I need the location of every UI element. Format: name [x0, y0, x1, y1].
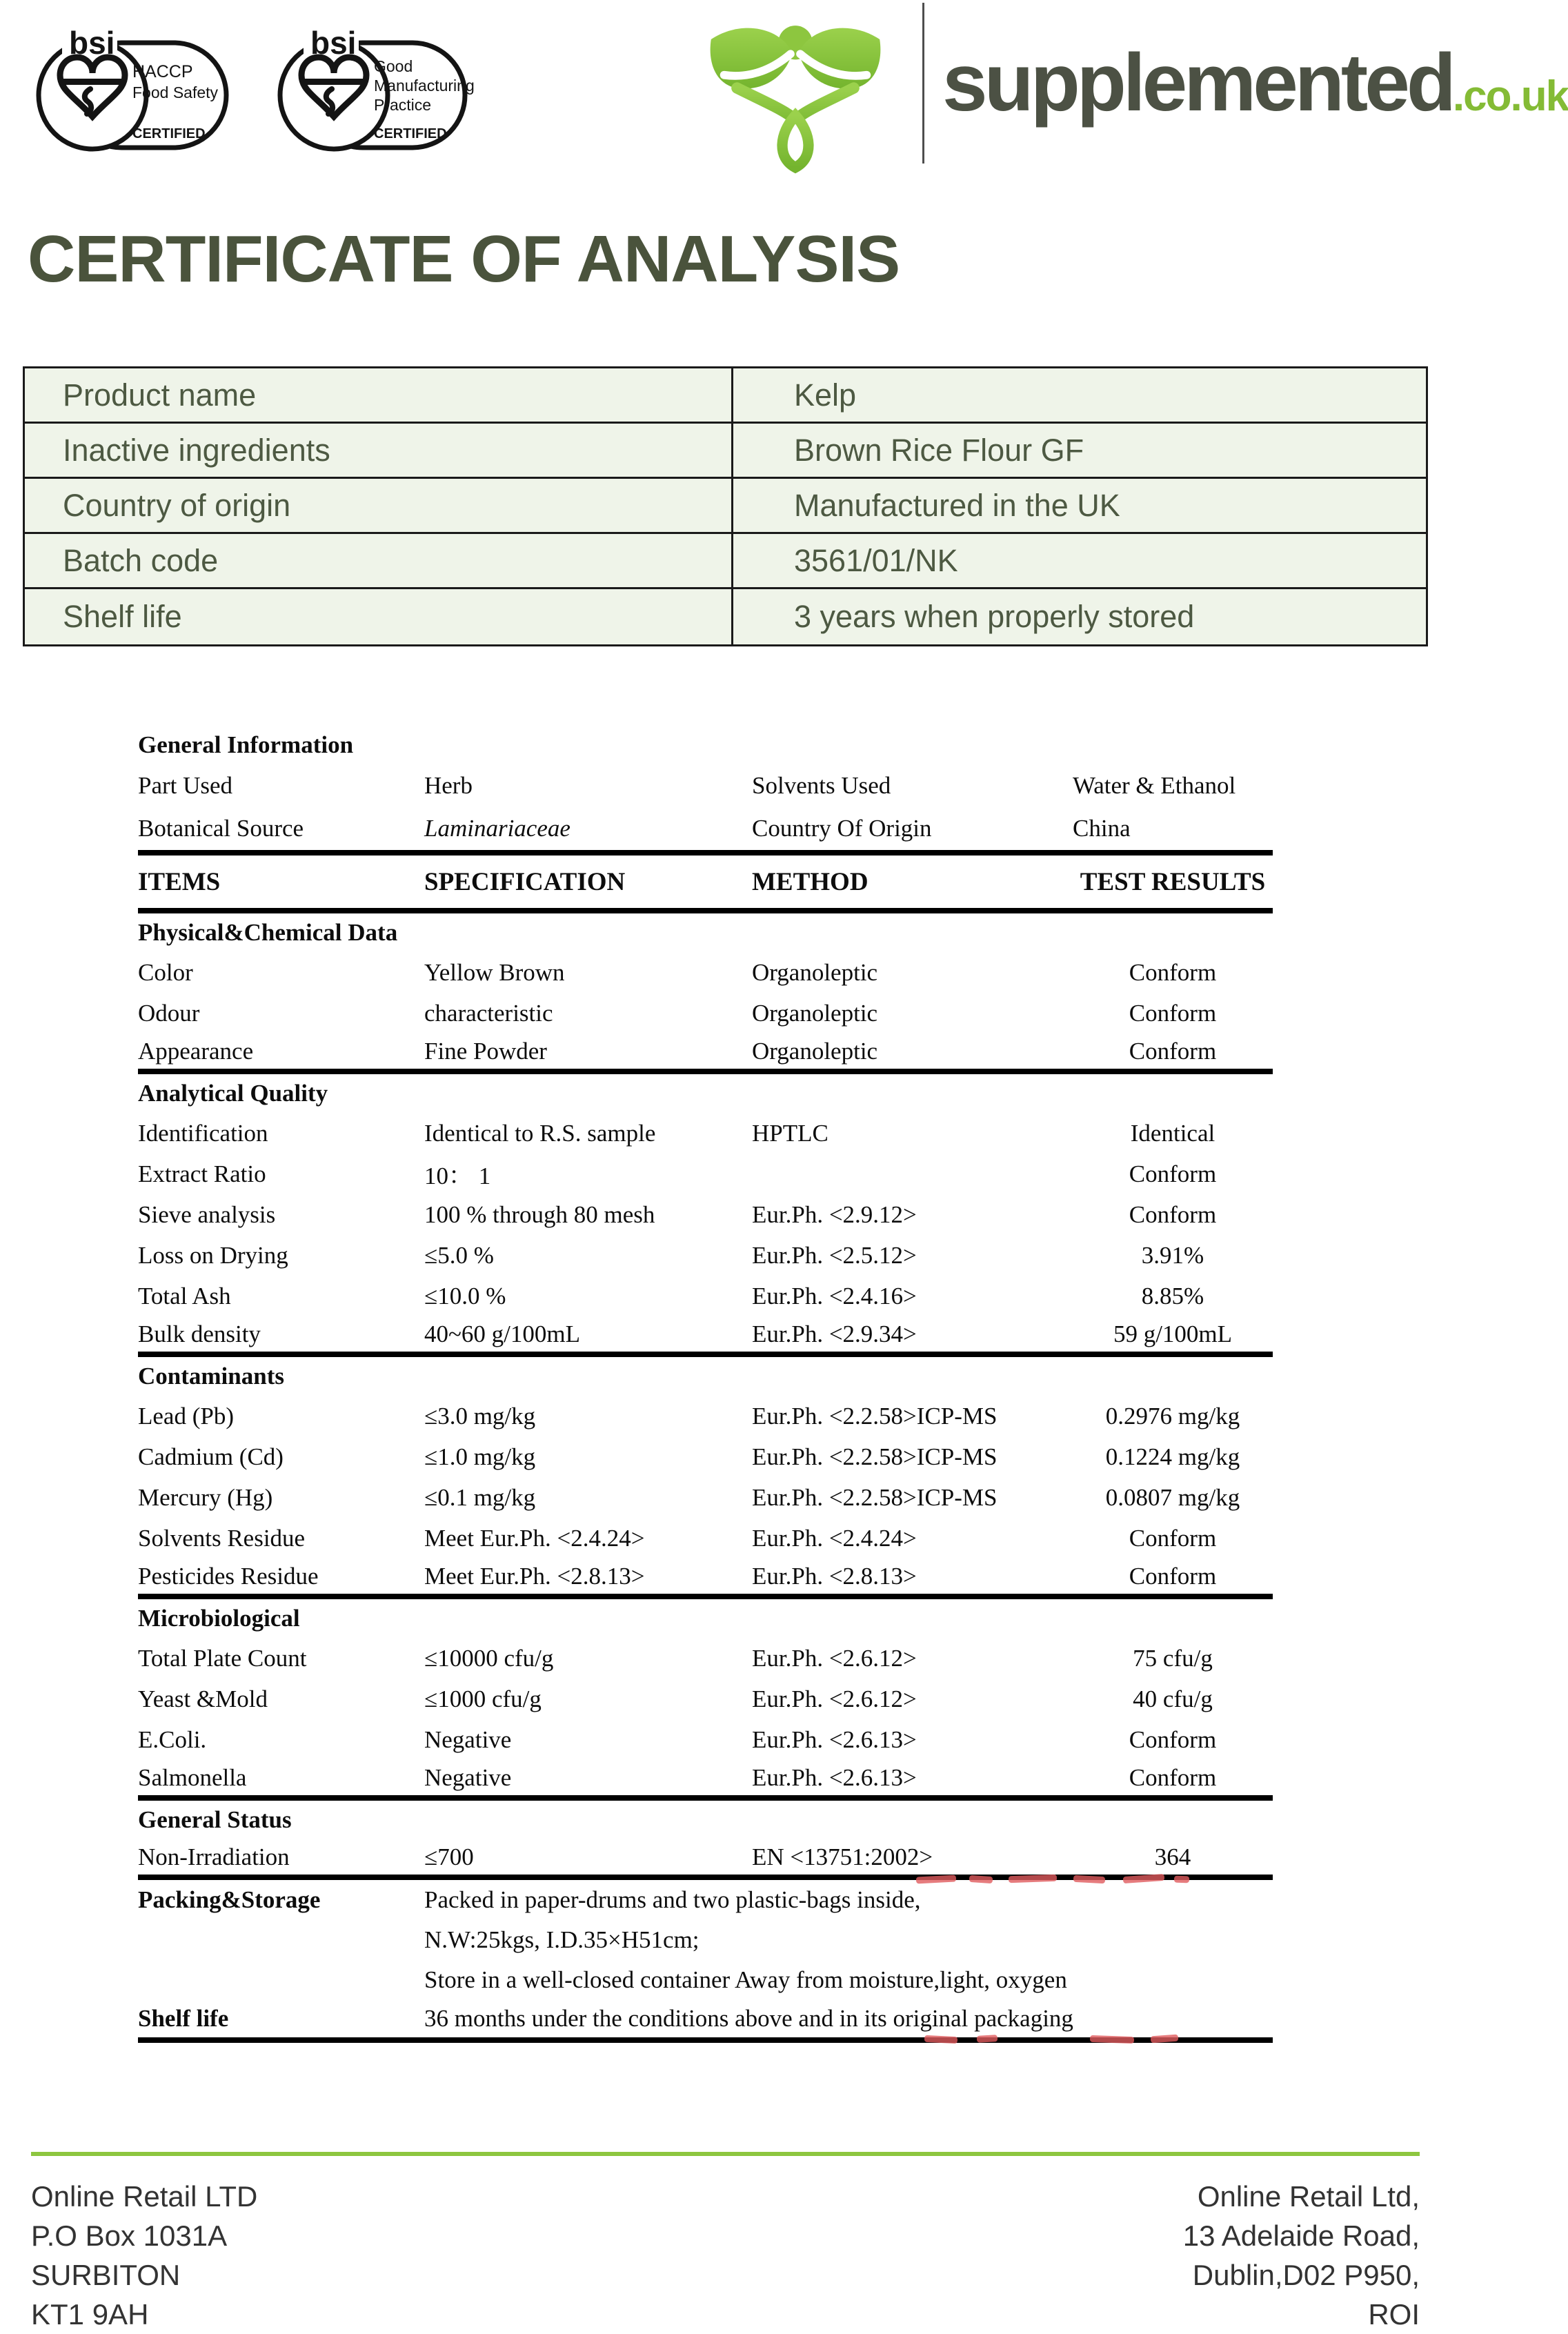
product-row-label: Product name [63, 377, 257, 413]
section-heading: Contaminants [138, 1363, 284, 1389]
cell: Conform [1129, 1200, 1217, 1228]
cell: ≤1000 cfu/g [424, 1685, 542, 1712]
cell: Total Plate Count [138, 1644, 307, 1672]
badge-certified-text: CERTIFIED [374, 126, 447, 141]
product-info-table [23, 366, 1428, 646]
cell: 364 [1154, 1843, 1191, 1870]
product-row-label: Batch code [63, 542, 219, 578]
footer-line-text: KT1 9AH [31, 2298, 149, 2331]
badge-line2: Manufacturing [374, 77, 475, 95]
spec-row [138, 1638, 1273, 1679]
stamp-mark [1174, 1876, 1189, 1883]
leaf-icon [698, 17, 893, 181]
section-heading: Microbiological [138, 1605, 300, 1632]
badge-line3: Practice [374, 96, 432, 114]
cell: Fine Powder [424, 1037, 547, 1065]
cell: Conform [1129, 1524, 1217, 1552]
brand-wordmark [942, 36, 1568, 130]
spec-row [138, 1235, 1273, 1276]
cell: Eur.Ph. <2.5.12> [752, 1241, 917, 1269]
cell: Cadmium (Cd) [138, 1443, 284, 1470]
cell: Botanical Source [138, 815, 304, 842]
footer-line-text: 13 Adelaide Road, [1182, 2219, 1420, 2252]
cell: Conform [1129, 999, 1217, 1027]
specification-table [138, 726, 1273, 2043]
spec-row [138, 1679, 1273, 1719]
cell: Conform [1129, 958, 1217, 986]
product-row-label: Shelf life [63, 599, 182, 634]
cell: 59 g/100mL [1113, 1320, 1233, 1347]
section-heading: Analytical Quality [138, 1080, 328, 1107]
bsi-brand-text: bsi [310, 25, 357, 61]
badge-line1: Good [374, 57, 413, 75]
cell: ≤10.0 % [424, 1282, 506, 1309]
col-header-items: ITEMS [138, 867, 221, 896]
cell: Eur.Ph. <2.8.13> [752, 1562, 917, 1590]
footer-line-text: P.O Box 1031A [31, 2219, 228, 2252]
product-row-label: Inactive ingredients [63, 432, 330, 468]
cell: Eur.Ph. <2.4.24> [752, 1524, 917, 1552]
cell: Appearance [138, 1037, 254, 1065]
cell: Country Of Origin [752, 815, 932, 842]
cell: Eur.Ph. <2.2.58>ICP-MS [752, 1402, 998, 1430]
cell: 10： 1 [424, 1162, 491, 1189]
spec-row [138, 1839, 1273, 1880]
cell: Solvents Residue [138, 1524, 306, 1552]
cell: 40~60 g/100mL [424, 1320, 581, 1347]
product-row-label: Country of origin [63, 487, 291, 523]
cell: E.Coli. [138, 1725, 207, 1753]
spec-row [138, 1436, 1273, 1477]
cell: Conform [1129, 1160, 1217, 1187]
cell: Eur.Ph. <2.9.12> [752, 1200, 917, 1228]
bsi-brand-text: bsi [69, 25, 115, 61]
page-title: CERTIFICATE OF ANALYSIS [28, 222, 900, 296]
cell: ≤10000 cfu/g [424, 1644, 554, 1672]
cell: Conform [1129, 1037, 1217, 1065]
general-info-row [138, 764, 1273, 807]
cell: Odour [138, 999, 200, 1027]
spec-row [138, 1276, 1273, 1316]
cell: Conform [1129, 1562, 1217, 1590]
cell: Part Used [138, 772, 233, 799]
product-row [25, 479, 1426, 534]
spec-columns-header [138, 850, 1273, 913]
cell: Store in a well-closed container Away from moisture,light, oxygen [424, 1966, 1067, 1993]
cell: 0.1224 mg/kg [1105, 1443, 1240, 1470]
cell: Extract Ratio [138, 1160, 266, 1187]
packing-storage-row [138, 1960, 1273, 2000]
spec-row [138, 1477, 1273, 1518]
cell: Lead (Pb) [138, 1402, 234, 1430]
badge-line1: HACCP [132, 62, 193, 81]
spec-row [138, 1760, 1273, 1801]
footer-columns [31, 2177, 1420, 2334]
col-header-method: METHOD [752, 867, 869, 896]
cell: Pesticides Residue [138, 1562, 319, 1590]
section-heading: General Status [138, 1806, 292, 1833]
product-row-value: 3 years when properly stored [731, 589, 1426, 644]
cell: Meet Eur.Ph. <2.8.13> [424, 1562, 645, 1590]
cell: Organoleptic [752, 958, 878, 986]
cell: HPTLC [752, 1119, 828, 1147]
spec-row [138, 1518, 1273, 1559]
cell: Shelf life [138, 2005, 229, 2032]
footer-divider-line [31, 2152, 1420, 2156]
cell: Eur.Ph. <2.6.13> [752, 1725, 917, 1753]
product-row-value: Kelp [731, 368, 1426, 422]
leaf-logo [698, 17, 893, 185]
cell: Bulk density [138, 1320, 261, 1347]
cell: Solvents Used [752, 772, 891, 799]
cell: Eur.Ph. <2.6.12> [752, 1644, 917, 1672]
cell: Color [138, 958, 193, 986]
header-divider [922, 3, 924, 164]
product-row [25, 368, 1426, 424]
footer-line-text: ROI [1368, 2298, 1420, 2331]
cell: Total Ash [138, 1282, 231, 1309]
cell: Loss on Drying [138, 1241, 288, 1269]
footer-line-text: Dublin,D02 P950, [1192, 2259, 1420, 2291]
cell: Eur.Ph. <2.2.58>ICP-MS [752, 1443, 998, 1470]
cell: ≤3.0 mg/kg [424, 1402, 536, 1430]
footer-line-text: Online Retail LTD [31, 2180, 258, 2213]
footer [31, 2152, 1420, 2334]
spec-row [138, 1113, 1273, 1154]
cell: Eur.Ph. <2.9.34> [752, 1320, 917, 1347]
cell: 0.0807 mg/kg [1105, 1483, 1240, 1511]
spec-row [138, 1719, 1273, 1760]
brand-tld: .co.uk [1452, 72, 1568, 120]
bsi-haccp-badge [23, 19, 230, 173]
cell: EN <13751:2002> [752, 1843, 933, 1870]
cell: Sieve analysis [138, 1200, 276, 1228]
footer-line-text: Online Retail Ltd, [1197, 2180, 1420, 2213]
product-row-value: Manufactured in the UK [731, 479, 1426, 532]
spec-row [138, 1034, 1273, 1074]
packing-storage-row [138, 1920, 1273, 1960]
spec-row [138, 1194, 1273, 1235]
cell: Identical [1130, 1119, 1215, 1147]
cell: Non-Irradiation [138, 1843, 290, 1870]
cell: 36 months under the conditions above and in its original packaging [424, 2005, 1073, 2032]
cell: Eur.Ph. <2.2.58>ICP-MS [752, 1483, 998, 1511]
col-header-test-results: TEST RESULTS [1080, 867, 1266, 896]
bsi-gmp-logo-icon [266, 19, 475, 170]
cell: Salmonella [138, 1763, 247, 1791]
cell: Yellow Brown [424, 958, 565, 986]
footer-line-text: SURBITON [31, 2259, 181, 2291]
badge-line2: Food Safety [132, 83, 219, 101]
general-info-row [138, 807, 1273, 850]
spec-row [138, 952, 1273, 993]
cell: Eur.Ph. <2.6.13> [752, 1763, 917, 1791]
cell: Eur.Ph. <2.4.16> [752, 1282, 917, 1309]
cell: ≤700 [424, 1843, 474, 1870]
cell: Packing&Storage [138, 1886, 321, 1913]
cell: Water & Ethanol [1073, 772, 1236, 799]
cell: Packed in paper-drums and two plastic-bags inside, [424, 1886, 921, 1913]
cell: Identification [138, 1119, 268, 1147]
spec-row [138, 1396, 1273, 1436]
product-row-value: Brown Rice Flour GF [731, 424, 1426, 477]
cell: characteristic [424, 999, 553, 1027]
cell: ≤1.0 mg/kg [424, 1443, 536, 1470]
spec-row [138, 1316, 1273, 1357]
cell: Mercury (Hg) [138, 1483, 273, 1511]
cell: Meet Eur.Ph. <2.4.24> [424, 1524, 645, 1552]
cell: Yeast &Mold [138, 1685, 268, 1712]
product-row [25, 589, 1426, 644]
cell: 75 cfu/g [1133, 1644, 1213, 1672]
bsi-haccp-logo-icon [23, 19, 230, 170]
col-header-specification: SPECIFICATION [424, 867, 626, 896]
cell: ≤0.1 mg/kg [424, 1483, 536, 1511]
cell: Negative [424, 1725, 512, 1753]
cell: Laminariaceae [424, 815, 570, 842]
cell: 8.85% [1141, 1282, 1204, 1309]
cell: Negative [424, 1763, 512, 1791]
brand-name: supplemented [942, 37, 1453, 128]
cell: Organoleptic [752, 1037, 878, 1065]
spec-row [138, 1154, 1273, 1194]
footer-address-uk [31, 2177, 257, 2334]
cell: Conform [1129, 1725, 1217, 1753]
spec-row [138, 1559, 1273, 1599]
stamp-mark [977, 2035, 998, 2043]
cell: 100 % through 80 mesh [424, 1200, 655, 1228]
product-row [25, 534, 1426, 589]
cell: 40 cfu/g [1133, 1685, 1213, 1712]
badge-certified-text: CERTIFIED [132, 126, 206, 141]
cell: Conform [1129, 1763, 1217, 1791]
cell: 0.2976 mg/kg [1105, 1402, 1240, 1430]
section-heading: General Information [138, 731, 354, 758]
footer-address-roi [1183, 2177, 1420, 2334]
cell: Organoleptic [752, 999, 878, 1027]
packing-storage-row [138, 1880, 1273, 1920]
cell: ≤5.0 % [424, 1241, 494, 1269]
spec-row [138, 993, 1273, 1034]
cell: China [1073, 815, 1131, 842]
cell: 3.91% [1141, 1241, 1204, 1269]
cell: N.W:25kgs, I.D.35×H51cm; [424, 1926, 699, 1953]
product-row-value: 3561/01/NK [731, 534, 1426, 587]
section-heading: Physical&Chemical Data [138, 919, 398, 946]
product-row [25, 424, 1426, 479]
header [0, 0, 1568, 183]
cell: Identical to R.S. sample [424, 1119, 656, 1147]
bsi-gmp-badge [266, 19, 475, 173]
cell: Eur.Ph. <2.6.12> [752, 1685, 917, 1712]
cell: Herb [424, 772, 473, 799]
